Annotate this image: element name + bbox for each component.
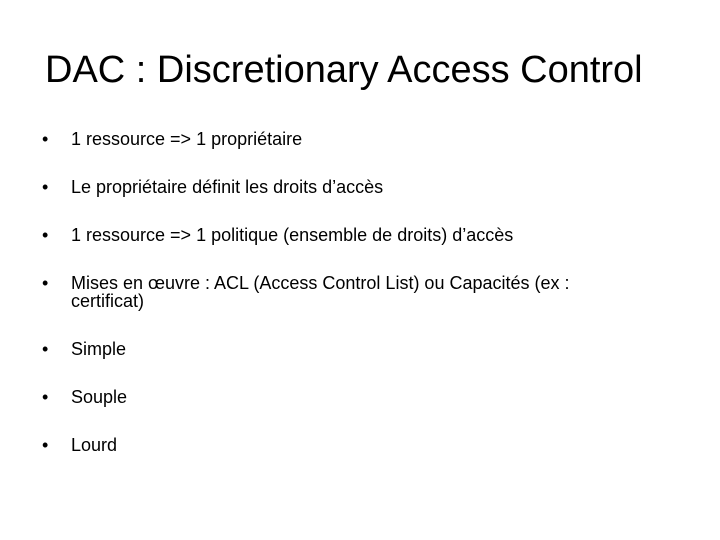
bullet-marker: •	[42, 339, 49, 359]
bullet-text: Souple	[71, 387, 128, 407]
bullet-item	[42, 388, 642, 406]
bullet-item	[42, 130, 642, 148]
bullet-item	[42, 178, 642, 196]
bullet-marker: •	[42, 387, 49, 407]
bullet-marker: •	[42, 435, 49, 455]
slide-title: DAC : Discretionary Access Control	[45, 49, 643, 91]
bullet-text: Mises en œuvre : ACL (Access Control List) ou Capacités (ex : certificat)	[71, 273, 570, 311]
bullet-marker: •	[42, 177, 49, 197]
bullet-text: 1 ressource => 1 politique (ensemble de droits) d’accès	[71, 225, 514, 245]
bullet-text: Le propriétaire définit les droits d’accès	[71, 177, 384, 197]
bullet-item	[42, 274, 642, 310]
bullet-marker: •	[42, 129, 49, 149]
bullet-marker: •	[42, 273, 49, 293]
bullet-item	[42, 340, 642, 358]
bullet-marker: •	[42, 225, 49, 245]
bullet-text: Lourd	[71, 435, 118, 455]
bullet-item	[42, 436, 642, 454]
bullet-item	[42, 226, 642, 244]
bullet-text: Simple	[71, 339, 127, 359]
bullet-text: 1 ressource => 1 propriétaire	[71, 129, 303, 149]
